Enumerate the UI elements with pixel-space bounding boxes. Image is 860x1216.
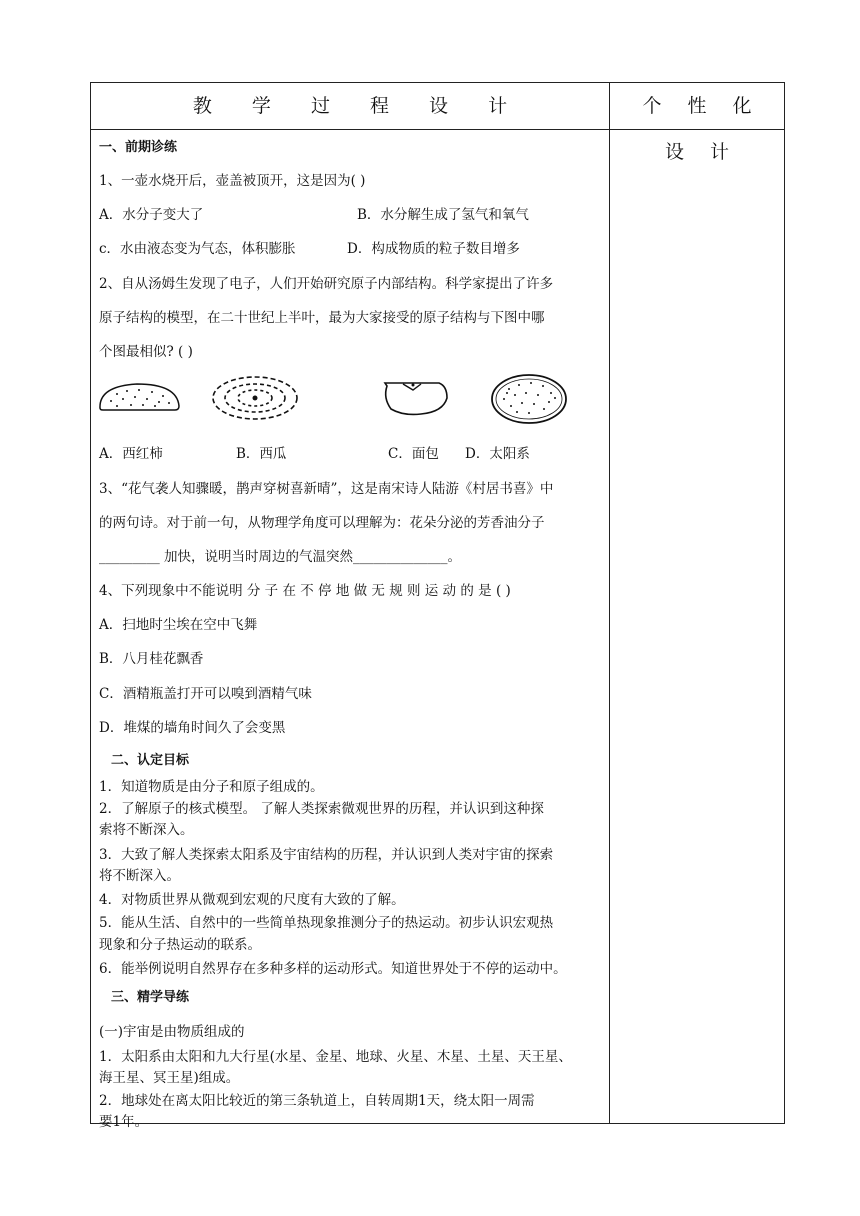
q2-line-3: 个图最相似? ( ) [99, 344, 193, 360]
q1-stem: 1、一壶水烧开后，壶盖被顶开，这是因为( ) [99, 173, 366, 189]
q4-stem: 4、下列现象中不能说明 分 子 在 不 停 地 做 无 规 则 运 动 的 是 ( ) [99, 583, 511, 599]
column-divider [609, 83, 610, 1123]
q4-option-b: B．八月桂花飘香 [99, 651, 204, 667]
solar-system-figure [211, 375, 299, 421]
content-line: 要1年。 [99, 1114, 149, 1130]
bread-figure [97, 380, 181, 412]
objective-line: 1．知道物质是由分子和原子组成的。 [99, 779, 324, 795]
q2-line-2: 原子结构的模型，在二十世纪上半叶，最为大家接受的原子结构与下图中哪 [99, 310, 545, 326]
q4-option-d: D．堆煤的墙角时间久了会变黑 [99, 720, 286, 736]
q4-option-c: C．酒精瓶盖打开可以嗅到酒精气味 [99, 686, 312, 702]
content-line: 海王星、冥王星)组成。 [99, 1070, 240, 1086]
q3-line-3: _________ 加快，说明当时周边的气温突然______________。 [99, 549, 462, 565]
objective-line: 6．能举例说明自然界存在多种多样的运动形式。知道世界处于不停的运动中。 [99, 961, 567, 977]
q2-option-c: C．面包 [388, 446, 439, 462]
tomato-figure [381, 378, 451, 418]
objective-line: 3．大致了解人类探索太阳系及宇宙结构的历程，并认识到人类对宇宙的探索 [99, 847, 554, 863]
content-line: 2．地球处在离太阳比较近的第三条轨道上，自转周期1天，绕太阳一周需 [99, 1093, 535, 1109]
objective-line: 5．能从生活、自然中的一些简单热现象推测分子的热运动。初步认识宏观热 [99, 915, 554, 931]
q2-line-1: 2、自从汤姆生发现了电子，人们开始研究原子内部结构。科学家提出了许多 [99, 276, 554, 292]
main-column-title: 教 学 过 程 设 计 [192, 95, 525, 117]
q3-line-1: 3、“花气袭人知骤暖，鹊声穿树喜新晴”，这是南宋诗人陆游《村居书喜》中 [99, 481, 554, 497]
objective-line: 将不断深入。 [99, 868, 180, 884]
objective-line: 2．了解原子的核式模型。 了解人类探索微观世界的历程，并认识到这种探 [99, 801, 544, 817]
objective-line: 现象和分子热运动的联系。 [99, 937, 261, 953]
objective-line: 索将不断深入。 [99, 822, 194, 838]
q1-option-a: A．水分子变大了 [99, 207, 204, 223]
section-title-diagnosis: 一、前期诊练 [99, 140, 178, 155]
objective-line: 4．对物质世界从微观到宏观的尺度有大致的了解。 [99, 892, 405, 908]
q4-option-a: A．扫地时尘埃在空中飞舞 [99, 617, 258, 633]
lesson-table [90, 82, 785, 1130]
q1-option-d: D．构成物质的粒子数目增多 [347, 241, 520, 257]
content-line: 1．太阳系由太阳和九大行星(水星、金星、地球、火星、木星、土星、天王星、 [99, 1049, 572, 1065]
watermelon-figure [489, 373, 569, 425]
q2-option-d: D．太阳系 [465, 446, 530, 462]
section-title-guided-practice: 三、精学导练 [111, 990, 190, 1005]
q2-option-a: A．西红柿 [99, 446, 163, 462]
subsection-title: (一)宇宙是由物质组成的 [99, 1024, 245, 1040]
q1-option-b: B．水分解生成了氢气和氧气 [357, 207, 529, 223]
section-title-objectives: 二、认定目标 [111, 753, 190, 768]
q1-option-c: c．水由液态变为气态，体积膨胀 [99, 241, 296, 257]
side-column-title: 个 性 化 设 计 [642, 95, 762, 163]
q3-line-2: 的两句诗。对于前一句，从物理学角度可以理解为：花朵分泌的芳香油分子 [99, 515, 545, 531]
q2-option-b: B．西瓜 [236, 446, 287, 462]
